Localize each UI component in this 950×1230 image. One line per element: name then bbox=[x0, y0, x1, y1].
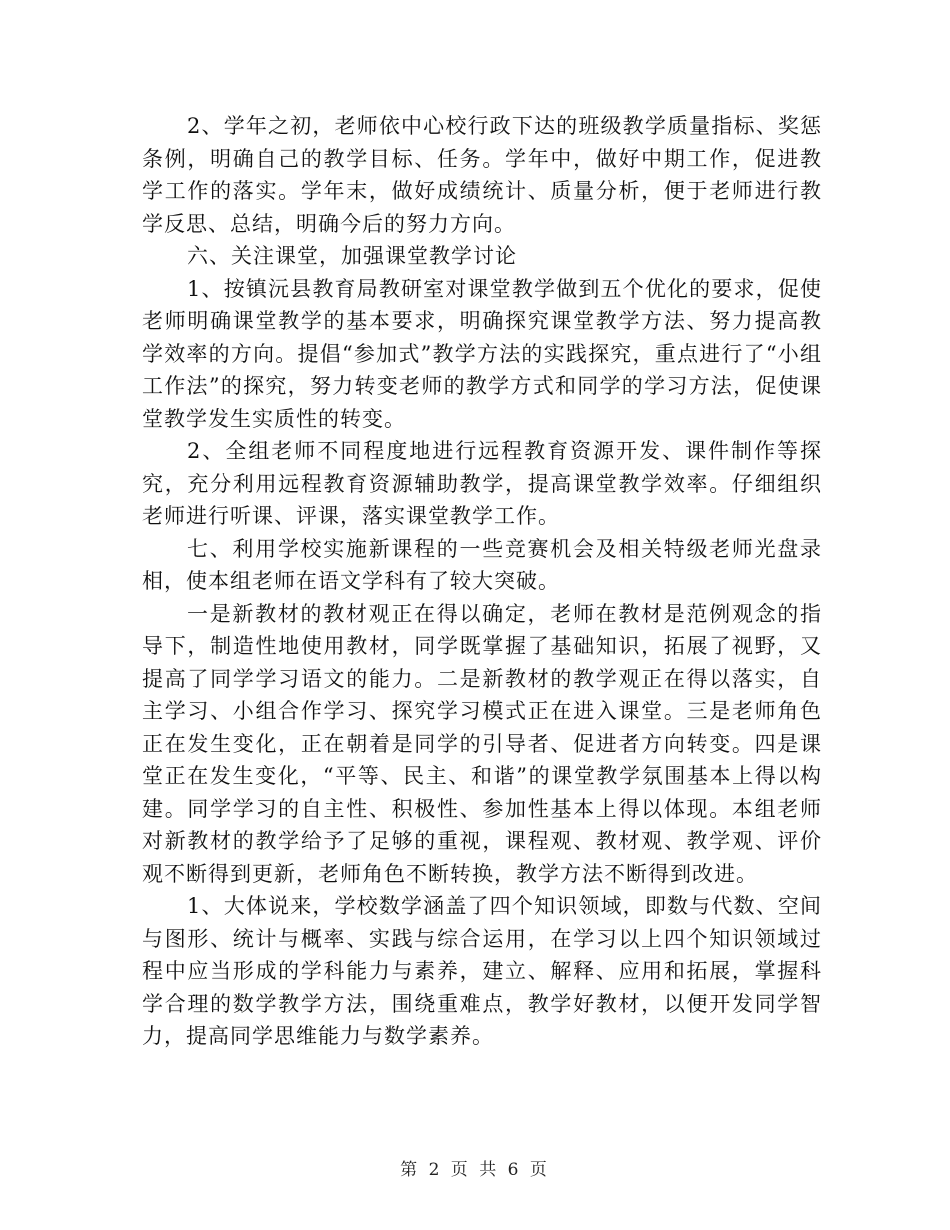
paragraph-math-domains: 1、大体说来，学校数学涵盖了四个知识领域，即数与代数、空间与图形、统计与概率、实践与综合运用，在学习以上四个知识领域过程中应当形成的学科能力与素养，建立、解释、应用和拓展，掌握科学合理的数学教学方法，围绕重难点，教学好教材，以便开发同学智力，提高同学思维能力与数学素养。 bbox=[142, 894, 822, 1048]
paragraph-new-textbook: 一是新教材的教材观正在得以确定，老师在教材是范例观念的指导下，制造性地使用教材，同学既掌握了基础知识，拓展了视野，又提高了同学学习语文的能力。二是新教材的教学观正在得以落实，自主学习、小组合作学习、探究学习模式正在进入课堂。三是老师角色正在发生变化，正在朝着是同学的引导者、促进者方向转变。四是课堂正在发生变化，“平等、民主、和谐”的课堂教学氛围基本上得以构建。同学学习的自主性、积极性、参加性基本上得以体现。本组老师对新教材的教学给予了足够的重视，课程观、教材观、教学观、评价观不断得到更新，老师角色不断转换，教学方法不断得到改进。 bbox=[142, 601, 822, 886]
page-number-footer: 第 2 页 共 6 页 bbox=[400, 1160, 550, 1180]
paragraph-goals: 2、学年之初，老师依中心校行政下达的班级教学质量指标、奖惩条例，明确自己的教学目标、任务。学年中，做好中期工作，促进教学工作的落实。学年末，做好成绩统计、质量分析，便于老师进行教学反思、总结，明确今后的努力方向。 bbox=[142, 114, 822, 236]
section-heading-classroom: 六、关注课堂，加强课堂教学讨论 bbox=[187, 244, 517, 268]
paragraph-optimization: 1、按镇沅县教育局教研室对课堂教学做到五个优化的要求，促使老师明确课堂教学的基本要求，明确探究课堂教学方法、努力提高教学效率的方向。提倡“参加式”教学方法的实践探究，重点进行了“小组工作法”的探究，努力转变老师的教学方式和同学的学习方法，促使课堂教学发生实质性的转变。 bbox=[142, 276, 822, 431]
paragraph-remote-education: 2、全组老师不同程度地进行远程教育资源开发、课件制作等探究，充分利用远程教育资源辅助教学，提高课堂教学效率。仔细组织老师进行听课、评课，落实课堂教学工作。 bbox=[142, 439, 822, 528]
section-heading-new-curriculum: 七、利用学校实施新课程的一些竞赛机会及相关特级老师光盘录相，使本组老师在语文学科有了较大突破。 bbox=[142, 536, 822, 593]
document-body bbox=[142, 110, 822, 1053]
